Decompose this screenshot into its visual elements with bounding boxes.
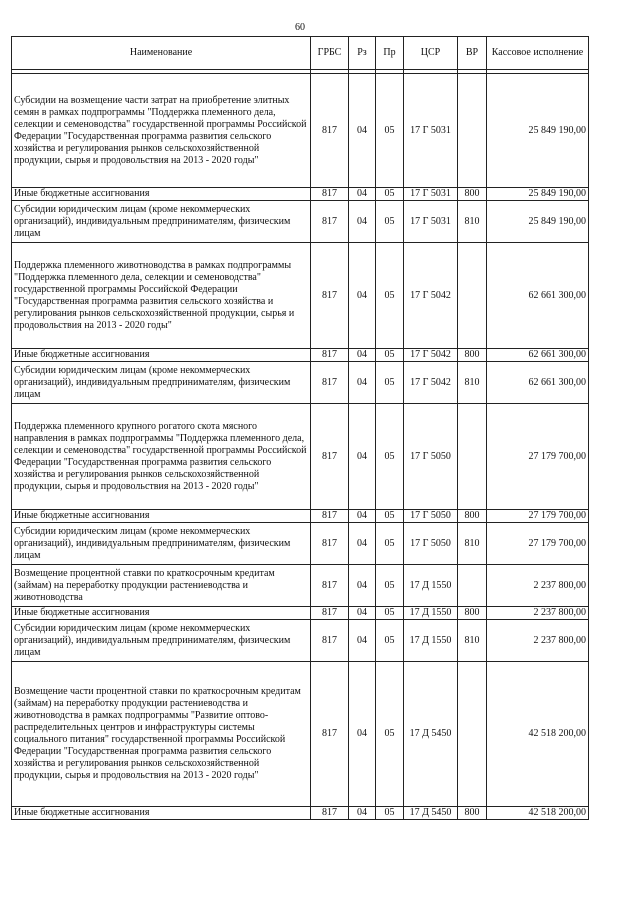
cell-amount: 2 237 800,00 [487,620,589,662]
cell-grbs: 817 [311,404,349,510]
cell-csr: 17 Г 5050 [404,523,458,565]
table-row [12,620,589,662]
cell-rz: 04 [349,607,376,620]
cell-amount: 42 518 200,00 [487,807,589,820]
cell-grbs: 817 [311,188,349,201]
cell-pr: 05 [376,510,404,523]
cell-grbs: 817 [311,74,349,188]
cell-grbs: 817 [311,349,349,362]
table-row [12,243,589,349]
cell-csr: 17 Г 5050 [404,404,458,510]
table-row [12,510,589,523]
cell-grbs: 817 [311,510,349,523]
cell-pr: 05 [376,565,404,607]
cell-pr: 05 [376,362,404,404]
cell-amount: 62 661 300,00 [487,243,589,349]
cell-name: Субсидии юридическим лицам (кроме некоммерческих организаций), индивидуальным предпринимателям, физическим лицам [12,523,311,565]
cell-vr: 800 [458,607,487,620]
table-row [12,404,589,510]
budget-table [11,36,589,820]
cell-name: Возмещение процентной ставки по краткосрочным кредитам (займам) на переработку продукции растениеводства и животноводства [12,565,311,607]
cell-grbs: 817 [311,565,349,607]
cell-csr: 17 Г 5042 [404,243,458,349]
table-row [12,662,589,807]
cell-pr: 05 [376,523,404,565]
cell-name: Субсидии юридическим лицам (кроме некоммерческих организаций), индивидуальным предпринимателям, физическим лицам [12,620,311,662]
cell-rz: 04 [349,243,376,349]
cell-grbs: 817 [311,201,349,243]
cell-vr: 810 [458,620,487,662]
cell-grbs: 817 [311,807,349,820]
cell-name: Поддержка племенного крупного рогатого скота мясного направления в рамках подпрограммы "Поддержка племенного дела, селекции и семеноводства" государственной программы Российской Федерации "Государственная программа развития сельского хозяйства и регулирования рынков сельскохозяйственной продукции, сырья и продовольствия на 2013 - 2020 годы" [12,404,311,510]
cell-name: Иные бюджетные ассигнования [12,349,311,362]
cell-pr: 05 [376,662,404,807]
cell-name: Иные бюджетные ассигнования [12,607,311,620]
cell-name: Иные бюджетные ассигнования [12,188,311,201]
cell-rz: 04 [349,565,376,607]
cell-rz: 04 [349,404,376,510]
cell-vr [458,565,487,607]
cell-amount: 25 849 190,00 [487,188,589,201]
cell-amount: 27 179 700,00 [487,404,589,510]
cell-rz: 04 [349,362,376,404]
table-row [12,607,589,620]
cell-csr: 17 Д 5450 [404,662,458,807]
cell-amount: 62 661 300,00 [487,349,589,362]
cell-pr: 05 [376,607,404,620]
table-row [12,201,589,243]
cell-pr: 05 [376,349,404,362]
col-header-vr: ВР [458,37,487,70]
cell-amount: 27 179 700,00 [487,523,589,565]
cell-grbs: 817 [311,362,349,404]
cell-name: Поддержка племенного животноводства в рамках подпрограммы "Поддержка племенного дела, селекции и семеноводства" государственной программы Российской Федерации "Государственная программа развития сельского хозяйства и регулирования рынков сельскохозяйственной продукции, сырья и продовольствия на 2013 - 2020 годы" [12,243,311,349]
cell-vr [458,74,487,188]
col-header-rz: Рз [349,37,376,70]
cell-csr: 17 Г 5031 [404,188,458,201]
cell-amount: 27 179 700,00 [487,510,589,523]
cell-name: Субсидии юридическим лицам (кроме некоммерческих организаций), индивидуальным предпринимателям, физическим лицам [12,201,311,243]
table-row [12,188,589,201]
table-row [12,565,589,607]
table-row [12,807,589,820]
cell-name: Иные бюджетные ассигнования [12,510,311,523]
col-header-amount: Кассовое исполнение [487,37,589,70]
cell-pr: 05 [376,74,404,188]
cell-csr: 17 Д 1550 [404,620,458,662]
cell-csr: 17 Г 5042 [404,362,458,404]
cell-pr: 05 [376,620,404,662]
cell-rz: 04 [349,201,376,243]
table-row [12,349,589,362]
cell-amount: 25 849 190,00 [487,201,589,243]
cell-pr: 05 [376,807,404,820]
page-number: 60 [295,22,305,33]
cell-grbs: 817 [311,620,349,662]
cell-grbs: 817 [311,607,349,620]
cell-vr: 800 [458,807,487,820]
cell-rz: 04 [349,523,376,565]
cell-csr: 17 Д 1550 [404,607,458,620]
cell-grbs: 817 [311,662,349,807]
col-header-pr: Пр [376,37,404,70]
table-row [12,74,589,188]
cell-vr: 800 [458,188,487,201]
cell-rz: 04 [349,807,376,820]
cell-vr: 810 [458,201,487,243]
col-header-csr: ЦСР [404,37,458,70]
cell-csr: 17 Д 1550 [404,565,458,607]
table-header-row [12,37,589,70]
cell-csr: 17 Г 5031 [404,201,458,243]
cell-rz: 04 [349,74,376,188]
cell-rz: 04 [349,510,376,523]
cell-rz: 04 [349,349,376,362]
cell-grbs: 817 [311,523,349,565]
cell-csr: 17 Г 5050 [404,510,458,523]
cell-rz: 04 [349,188,376,201]
cell-vr [458,404,487,510]
cell-pr: 05 [376,404,404,510]
cell-amount: 42 518 200,00 [487,662,589,807]
cell-name: Субсидии на возмещение части затрат на приобретение элитных семян в рамках подпрограммы "Поддержка племенного дела, селекции и семеноводства" государственной программы Российской Федерации "Государственная программа развития сельского хозяйства и регулирования рынков сельскохозяйственной продукции, сырья и продовольствия на 2013 - 2020 годы" [12,74,311,188]
table-row [12,523,589,565]
table-row [12,362,589,404]
cell-vr [458,662,487,807]
cell-vr: 810 [458,362,487,404]
cell-rz: 04 [349,620,376,662]
cell-pr: 05 [376,243,404,349]
cell-grbs: 817 [311,243,349,349]
cell-amount: 2 237 800,00 [487,565,589,607]
cell-vr: 800 [458,349,487,362]
cell-amount: 62 661 300,00 [487,362,589,404]
col-header-name: Наименование [12,37,311,70]
cell-name: Иные бюджетные ассигнования [12,807,311,820]
cell-vr [458,243,487,349]
cell-name: Возмещение части процентной ставки по краткосрочным кредитам (займам) на переработку продукции растениеводства и животноводства в рамках подпрограммы "Развитие оптово-распределительных центров и инфраструктуры системы социального питания" государственной программы Российской Федерации "Государственная программа развития сельского хозяйства и регулирования рынков сельскохозяйственной продукции, сырья и продовольствия на 2013 - 2020 годы" [12,662,311,807]
cell-amount: 2 237 800,00 [487,607,589,620]
cell-pr: 05 [376,201,404,243]
cell-csr: 17 Г 5042 [404,349,458,362]
cell-pr: 05 [376,188,404,201]
cell-amount: 25 849 190,00 [487,74,589,188]
cell-rz: 04 [349,662,376,807]
cell-name: Субсидии юридическим лицам (кроме некоммерческих организаций), индивидуальным предпринимателям, физическим лицам [12,362,311,404]
cell-csr: 17 Д 5450 [404,807,458,820]
col-header-grbs: ГРБС [311,37,349,70]
cell-vr: 810 [458,523,487,565]
cell-vr: 800 [458,510,487,523]
cell-csr: 17 Г 5031 [404,74,458,188]
